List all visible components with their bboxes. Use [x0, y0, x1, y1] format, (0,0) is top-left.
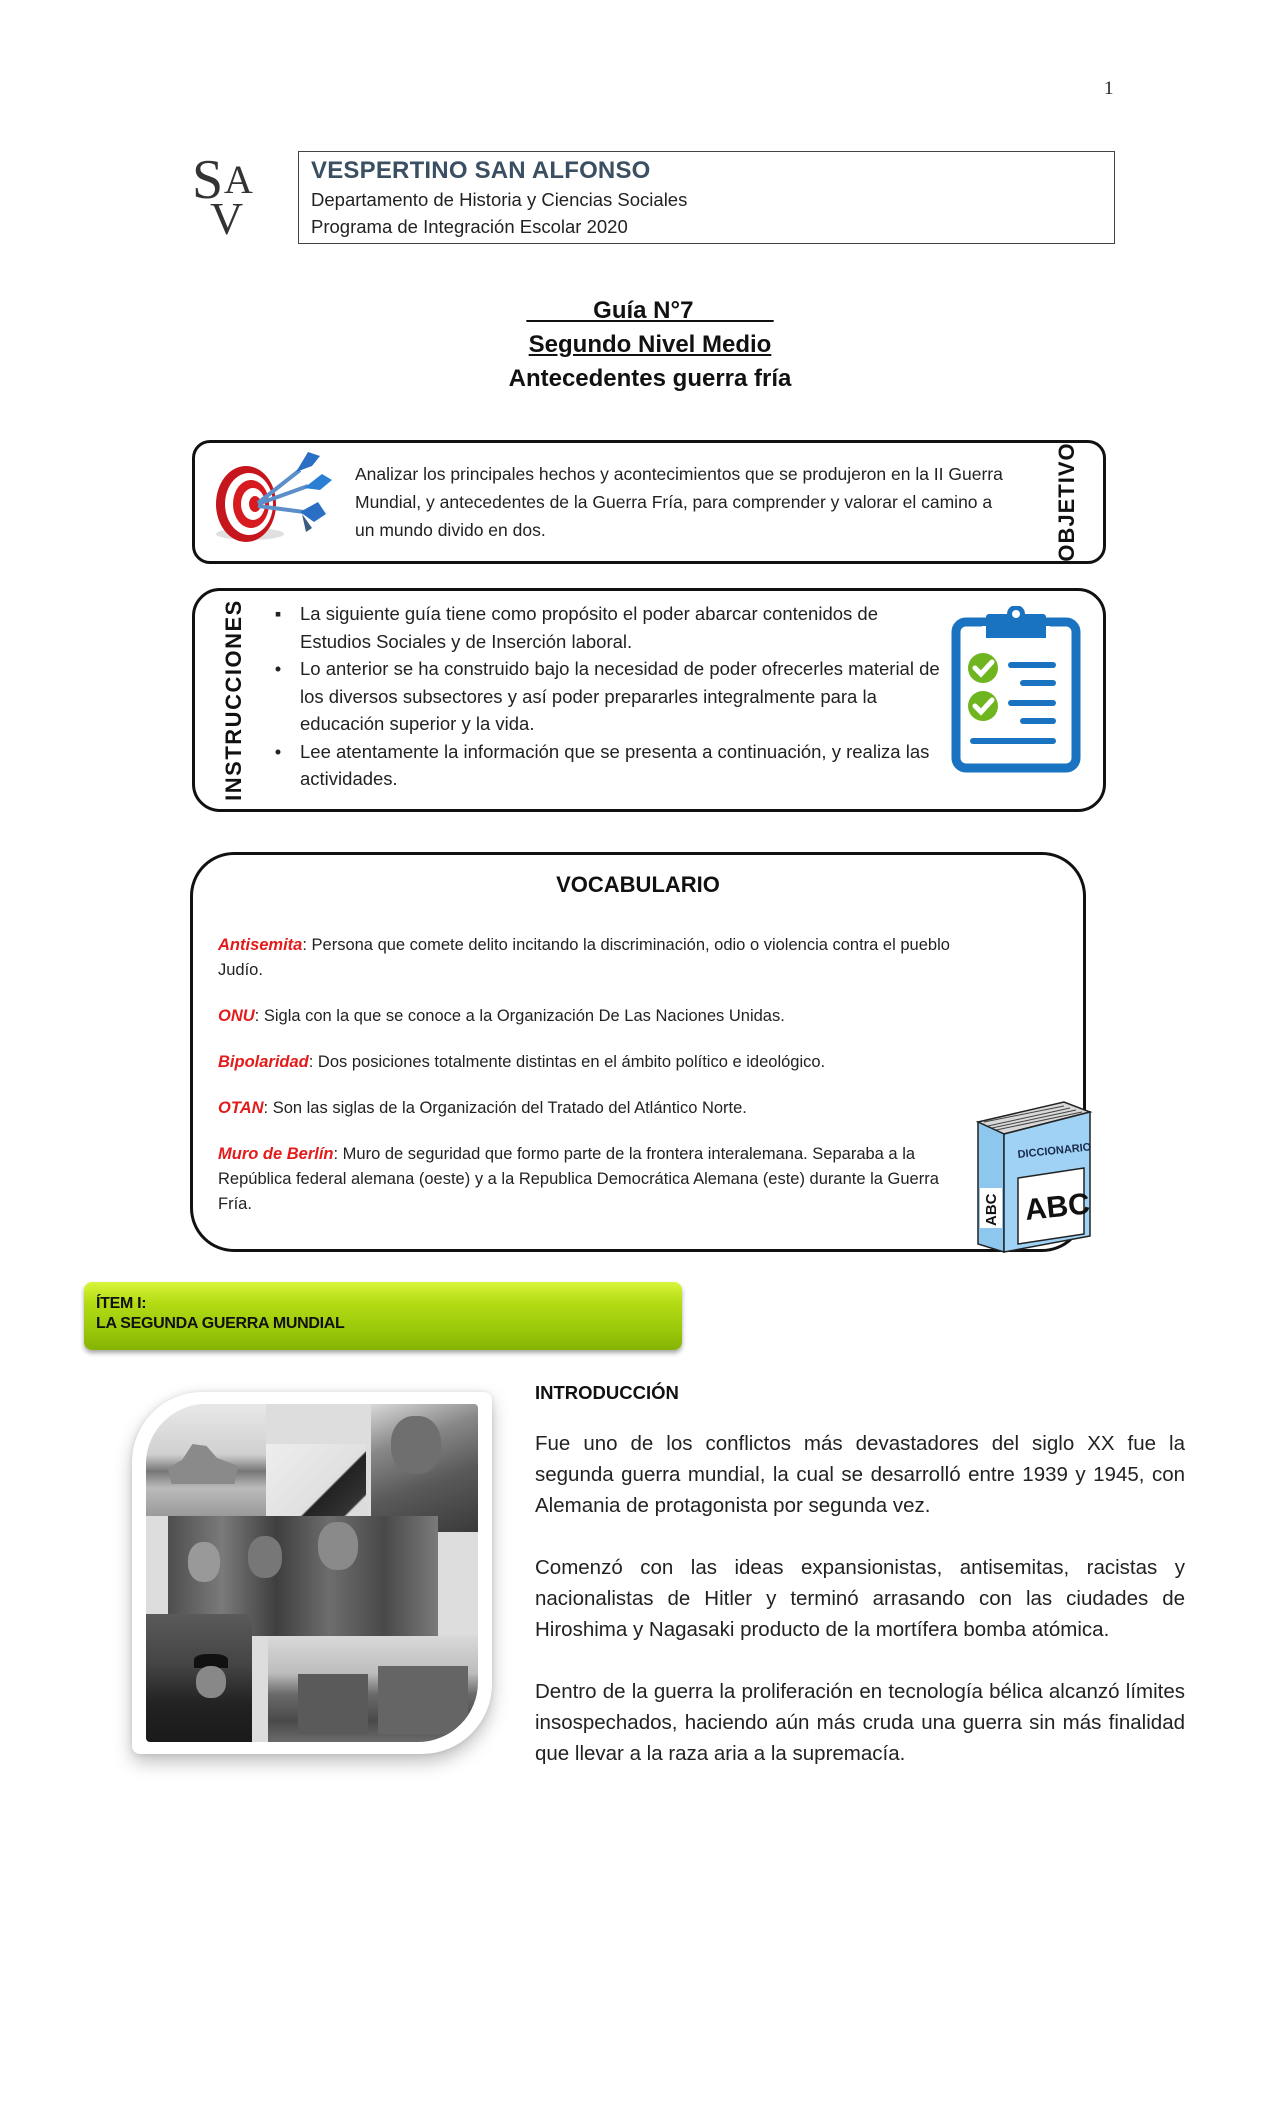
introduction-paragraph: Dentro de la guerra la proliferación en tecnología bélica alcanzó límites insospechados, haciendo aún más cruda una guerra sin más finalidad que llevar a la raza aria a la supremacía. — [535, 1680, 1185, 1765]
vocabulary-list — [218, 933, 988, 1238]
vocabulary-item — [218, 1096, 988, 1121]
square-bullet-icon: ▪ — [274, 603, 282, 624]
vocabulary-item — [218, 1142, 970, 1217]
level-title: Segundo Nivel Medio — [528, 331, 772, 358]
item-label: ÍTEM I: — [96, 1295, 147, 1312]
school-name: VESPERTINO SAN ALFONSO — [311, 157, 651, 184]
instruction-item: ▪ La siguiente guía tiene como propósito el poder abarcar contenidos de Estudios Sociales y de Inserción laboral. — [268, 600, 948, 655]
ww2-photo-collage — [146, 1404, 478, 1742]
department-name: Departamento de Historia y Ciencias Sociales — [311, 189, 688, 210]
vocabulary-item — [218, 1004, 988, 1029]
logo-letter-s: S — [192, 149, 224, 211]
introduction-body — [535, 1428, 1185, 1800]
round-bullet-icon: • — [274, 658, 282, 679]
vocabulary-item — [218, 1050, 988, 1075]
vocabulary-definition: : Dos posiciones totalmente distintas en el ámbito político e ideológico. — [308, 1053, 826, 1071]
vocabulary-term: Muro de Berlín — [218, 1145, 334, 1163]
vocabulary-term: OTAN — [218, 1099, 264, 1117]
program-name: Programa de Integración Escolar 2020 — [311, 216, 628, 237]
instructions-list — [268, 600, 948, 793]
book-spine-text: ABC — [983, 1193, 1000, 1226]
dictionary-book-icon — [974, 1098, 1094, 1253]
book-cover-label: DICCIONARIO — [1017, 1141, 1092, 1161]
introduction-heading: INTRODUCCIÓN — [535, 1382, 679, 1403]
soldier-portrait-photo — [371, 1404, 478, 1532]
churchill-photo — [146, 1614, 252, 1742]
introduction-paragraph: Comenzó con las ideas expansionistas, antisemitas, racistas y nacionalistas de Hitler y terminó arrasando con las ciudades de Hiroshima y Nagasaki producto de la mortífera bomba atómica. — [535, 1556, 1185, 1641]
vocabulary-definition: : Muro de seguridad que formo parte de la frontera interalemana. Separaba a la República federal alemana (oeste) y a la Republica Democrática Alemana (este) durante la Guerra Fría. — [218, 1145, 939, 1213]
vocabulary-term: Bipolaridad — [218, 1053, 309, 1071]
vocabulary-title: VOCABULARIO — [556, 872, 720, 897]
target-darts-icon — [200, 448, 340, 558]
instructions-label: INSTRUCCIONES — [221, 599, 246, 801]
item-title: LA SEGUNDA GUERRA MUNDIAL — [96, 1315, 345, 1332]
guide-title: ____ Guía N°7______ — [526, 297, 774, 324]
item-section-banner — [84, 1282, 682, 1350]
logo-letter-a: A — [224, 157, 253, 202]
vocabulary-definition: : Persona que comete delito incitando la discriminación, odio o violencia contra el pueblo Judío. — [218, 936, 950, 979]
tanks-photo — [268, 1636, 478, 1742]
battleship-photo — [146, 1404, 266, 1516]
round-bullet-icon: • — [274, 740, 282, 762]
instruction-item: • Lee atentamente la información que se presenta a continuación, y realiza las actividades. — [268, 738, 948, 793]
vocabulary-term: ONU — [218, 1007, 255, 1025]
school-header — [298, 151, 1115, 244]
vocabulary-definition: : Sigla con la que se conoce a la Organización De Las Naciones Unidas. — [254, 1007, 785, 1025]
vocabulary-term: Antisemita — [218, 936, 303, 954]
vocabulary-item — [218, 933, 988, 983]
clipboard-checklist-icon — [950, 606, 1082, 774]
document-titles — [340, 294, 960, 396]
book-cover-text: ABC — [1023, 1187, 1092, 1227]
objective-text: Analizar los principales hechos y acontecimientos que se produjeron en la II Guerra Mundial, y antecedentes de la Guerra Fría, para comprender y valorar el camino a un mundo divido en dos. — [355, 464, 1003, 540]
objective-label: OBJETIVO — [1054, 442, 1079, 562]
instruction-item: • Lo anterior se ha construido bajo la necesidad de poder ofrecerles material de los diversos subsectores y así poder prepararles integralmente para la educación superior y la vida. — [268, 655, 948, 738]
logo-letter-v: V — [210, 193, 244, 244]
school-logo — [190, 149, 270, 248]
vocabulary-definition: : Son las siglas de la Organización del Tratado del Atlántico Norte. — [263, 1099, 747, 1117]
page-number: 1 — [1104, 78, 1114, 99]
topic-title: Antecedentes guerra fría — [508, 365, 792, 392]
introduction-paragraph: Fue uno de los conflictos más devastadores del siglo XX fue la segunda guerra mundial, la cual se desarrolló entre 1939 y 1945, con Alemania de protagonista por segunda vez. — [535, 1432, 1185, 1517]
